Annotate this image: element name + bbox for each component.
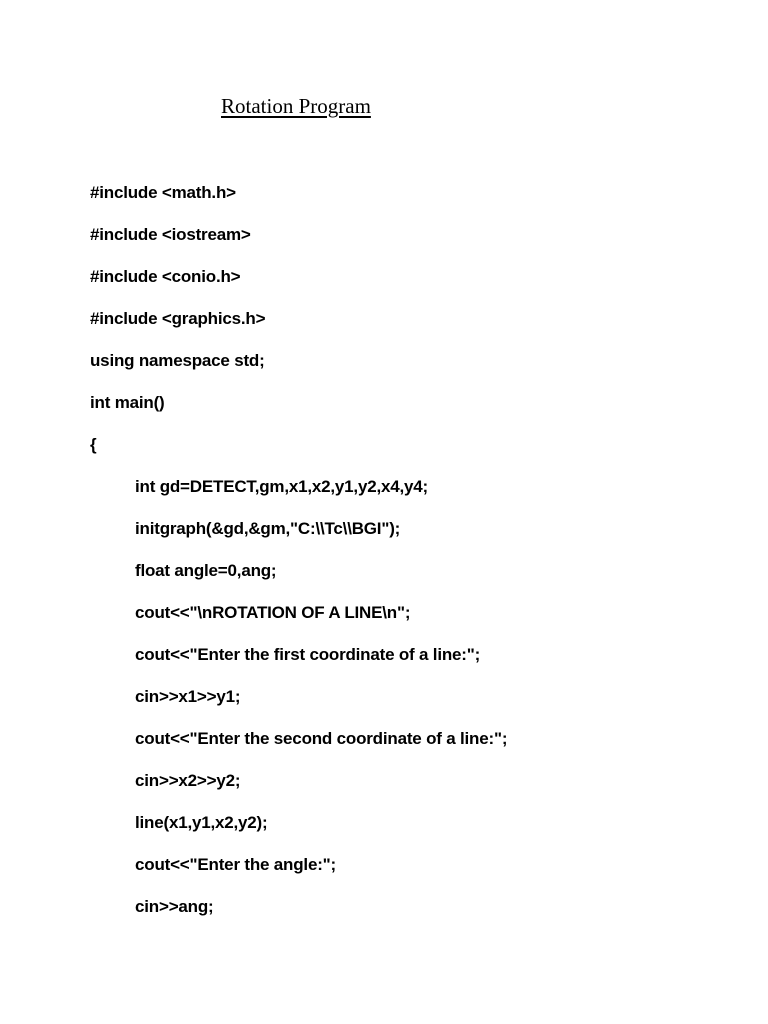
- code-block: [0, 178, 507, 934]
- code-line: float angle=0,ang;: [135, 561, 277, 580]
- code-line: cout<<"\nROTATION OF A LINE\n";: [135, 603, 411, 622]
- code-line: cout<<"Enter the angle:";: [135, 855, 336, 874]
- page-title: Rotation Program: [221, 94, 371, 118]
- code-line: #include <math.h>: [90, 183, 236, 202]
- code-line: cin>>x1>>y1;: [135, 687, 241, 706]
- code-line: line(x1,y1,x2,y2);: [135, 813, 268, 832]
- code-line: initgraph(&gd,&gm,"C:\\Tc\\BGI");: [135, 519, 401, 538]
- code-line: using namespace std;: [90, 351, 265, 370]
- code-line: cin>>x2>>y2;: [135, 771, 241, 790]
- code-line: int main(): [90, 393, 165, 412]
- code-line: {: [90, 435, 97, 454]
- code-line: int gd=DETECT,gm,x1,x2,y1,y2,x4,y4;: [135, 477, 428, 496]
- code-line: #include <conio.h>: [90, 267, 241, 286]
- code-line: cout<<"Enter the first coordinate of a line:";: [135, 645, 481, 664]
- code-line: cout<<"Enter the second coordinate of a line:";: [135, 729, 508, 748]
- code-line: #include <graphics.h>: [90, 309, 266, 328]
- code-line: #include <iostream>: [90, 225, 251, 244]
- code-line: cin>>ang;: [135, 897, 214, 916]
